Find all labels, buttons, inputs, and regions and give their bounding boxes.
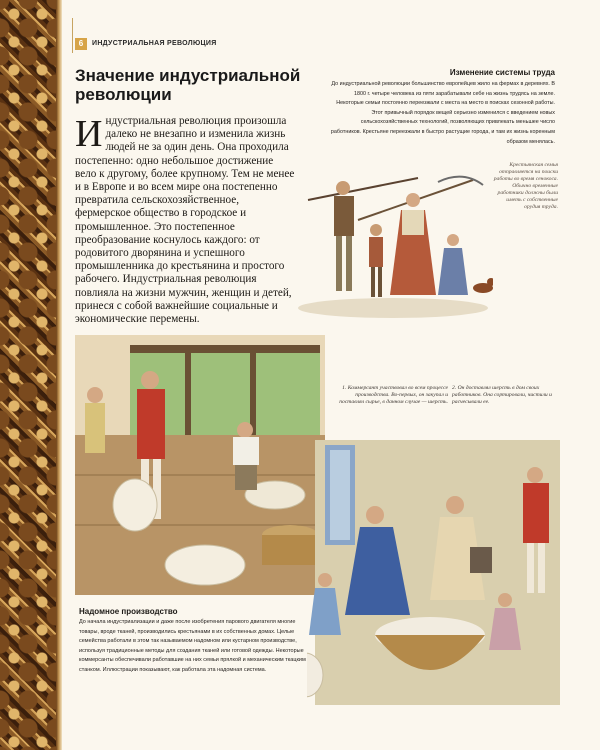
woman-head xyxy=(406,193,420,207)
boy-head xyxy=(370,224,382,236)
carding-board xyxy=(470,547,492,573)
header-rule xyxy=(72,18,73,53)
intro-text: ндустриальная революция произошла далеко не внезапно и изменила жизнь людей не за один день. Она проходила постепенно: одно небольшое достижение вело к другому, более крупному. Тем не менее и в Европе и во всем мире она постепенно превратила сельскохозяйственное, фермерское общество в городское и промышленное. Это постепенное преобразование коснулось каждого: от родовитого дворянина и успешного промышленника до крестьянина и простого рабочего. Индустриальная революция повлияла на жизни мужчин, женщин и детей, принеся с собой важнейшие социальные и экономические перемены. xyxy=(75,115,295,326)
man-leg-left xyxy=(336,236,342,291)
boy-figure-head xyxy=(87,387,103,403)
pitchfork-tool xyxy=(308,178,418,200)
man-coat xyxy=(334,196,354,236)
ornamental-border-edge xyxy=(56,0,62,750)
child-right-head xyxy=(498,593,512,607)
boy-figure-body xyxy=(85,403,105,453)
intro-paragraph xyxy=(75,115,295,326)
merchant-right-coat xyxy=(523,483,549,543)
dropcap-letter: И xyxy=(75,113,103,155)
section-label: ИНДУСТРИАЛЬНАЯ РЕВОЛЮЦИЯ xyxy=(92,40,217,47)
farmers-caption: Крестьянская семья отправляется на поиски работы во время сенокоса. Обычно временные работники должны были иметь с собственные орудия труда. xyxy=(493,162,558,210)
ornamental-border xyxy=(0,0,56,750)
caption-step-1: 1. Коммерсант участвовал во всем процессе производства. Во-первых, он закупал и поставлял сырье, в данном случае — шерсть. xyxy=(339,385,448,406)
bottom-text: До начала индустриализации и даже после изобретения парового двигателя многие товары, вроде тканей, производились крестьянами в их собственных домах. Целые семейства работали в этом так называемом надомном или кустарном производстве, используя традиционные методы для создания тканей или готовой одежды. Некоторые коммерсанты обеспечивали работавшие на них семьи прялкой и механическим ткацким станком. Иллюстрации показывают, как работала эта надомная система. xyxy=(79,619,306,673)
sidebar-title: Изменение системы труда xyxy=(449,68,555,77)
page-title: Значение индустриальной революции xyxy=(75,66,301,104)
merchant-head xyxy=(141,371,159,389)
worker-head xyxy=(237,422,253,438)
merchant-coat xyxy=(137,389,165,459)
woman-seated-head xyxy=(366,506,384,524)
ground-shadow xyxy=(298,298,488,318)
peasant-family-illustration xyxy=(298,160,493,320)
bottom-title: Надомное производство xyxy=(79,607,178,616)
boy-coat xyxy=(369,237,383,267)
girl-right-head xyxy=(318,573,332,587)
merchant-right-head xyxy=(527,467,543,483)
woman-carding-head xyxy=(446,496,464,514)
man-leg-right xyxy=(346,236,352,291)
girl-head xyxy=(447,234,459,246)
man-head xyxy=(336,181,350,195)
page-number: 6 xyxy=(75,38,87,50)
girl-dress xyxy=(438,248,468,295)
caption-step-2: 2. Он доставлял шерсть в дом своих работников. Она сортировали, чистили и расчесывали ее. xyxy=(452,385,552,406)
sidebar-text: До индустриальной революции большинство европейцев жило на фермах в деревнях. В 1800 г. четыре человека из пяти зарабатывали себе на жизнь трудясь на земле. Некоторые семьи постоянно переезжали с места на место в поисках сезонной работы. Этот привычный порядок вещей серьезно изменился с введением новых сельскохозяйственных технологий, позволяющих привлекать меньшее число работников. Крестьяне переезжали в быстро растущие города, и там их жизнь коренным образом менялась. xyxy=(330,81,555,145)
